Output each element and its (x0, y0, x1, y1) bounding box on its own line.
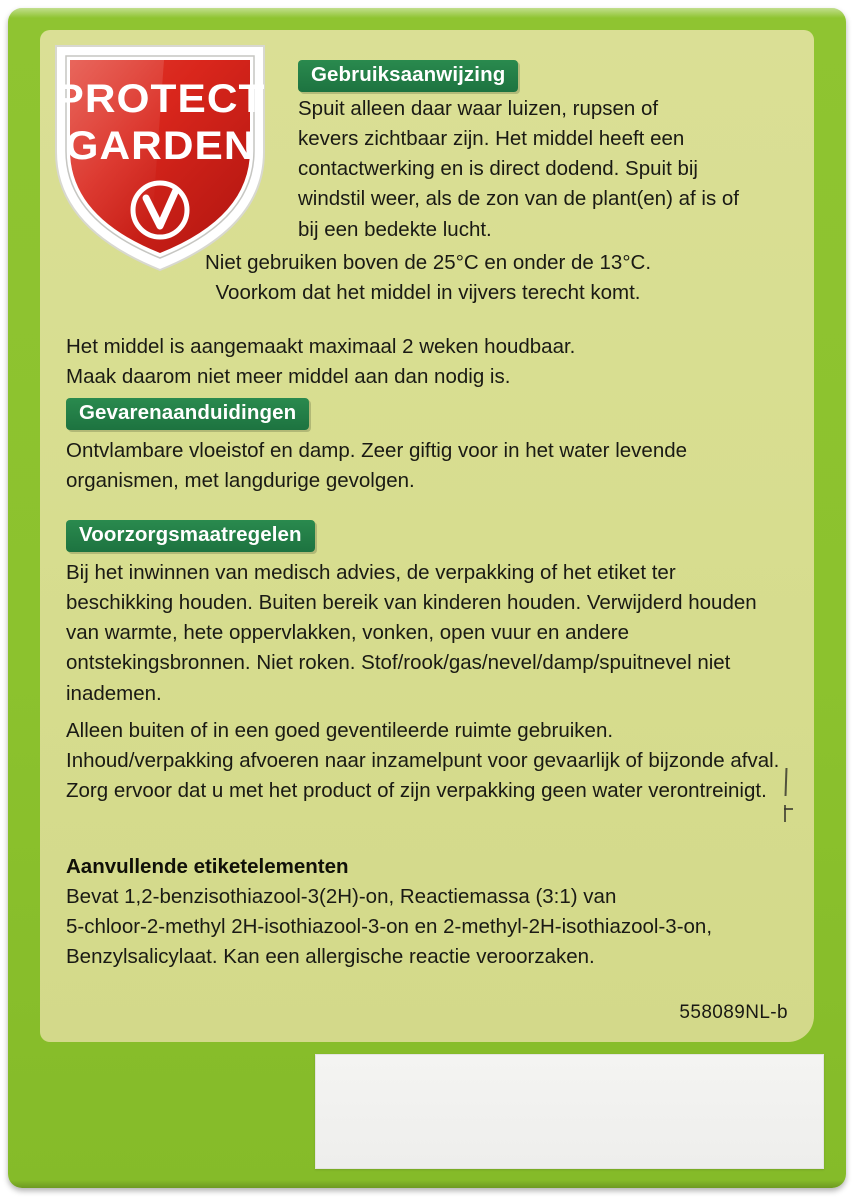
extra-elements-lines (66, 882, 796, 972)
usage-line: Spuit alleen daar waar luizen, rupsen of (298, 97, 659, 120)
usage-pond-warning-line: Voorkom dat het middel in vijvers terecht komt. (215, 281, 641, 305)
usage-banner-label: Gebruiksaanwijzing (298, 60, 518, 92)
bottom-blank-box (315, 1054, 824, 1169)
product-label-card (8, 8, 846, 1188)
usage-line: contactwerking en is direct dodend. Spuit bij (298, 157, 698, 181)
usage-temperature-line: Niet gebruiken boven de 25°C en onder de 13°C. (204, 251, 652, 274)
scan-artifact-mark (785, 768, 788, 796)
card-top-gloss (8, 8, 846, 18)
precautions-banner-label: Voorzorgsmaatregelen (66, 520, 315, 552)
usage-line: bij een bedekte lucht. (298, 217, 492, 241)
usage-line: Het middel is aangemaakt maximaal 2 weken houdbaar. (66, 335, 576, 358)
protect-garden-logo (46, 32, 274, 278)
usage-line: kevers zichtbaar zijn. Het middel heeft een (298, 127, 685, 151)
product-code: 558089NL-b (679, 1002, 788, 1023)
shield-icon (46, 32, 274, 278)
precautions-paragraph-one: Bij het inwinnen van medisch advies, de verpakking of het etiket ter beschikking houden. Buiten bereik van kinderen houden. Verwijderd houden van warmte, hete oppervlakken, vonken, open vuur en andere ontstekingsbronnen. Niet roken. Stof/rook/gas/nevel/damp/spuitnevel niet inademen. (66, 561, 757, 705)
usage-shelf-life-lines (66, 332, 790, 392)
usage-line: windstil weer, als de zon van de plant(en) af is of (298, 187, 739, 211)
extra-line: Benzylsalicylaat. Kan een allergische reactie veroorzaken. (66, 945, 595, 969)
precautions-paragraph-two: Alleen buiten of in een goed geventileerde ruimte gebruiken. Inhoud/verpakking afvoeren naar inzamelpunt voor gevaarlijk of bijzonde afval. Zorg ervoor dat u met het product of zijn verpakking geen water verontreinigt. (66, 719, 780, 803)
card-bottom-shadow (8, 1180, 846, 1188)
product-code-row (66, 1002, 788, 1024)
section-header-precautions (66, 520, 315, 552)
extra-line: Bevat 1,2-benzisothiazool-3(2H)-on, Reactiemassa (3:1) van (66, 885, 617, 908)
section-header-hazard (66, 398, 309, 430)
extra-elements-heading: Aanvullende etiketelementen (66, 855, 349, 878)
hazard-statement-text: Ontvlambare vloeistof en damp. Zeer giftig voor in het water levende organismen, met langdurige gevolgen. (66, 439, 688, 493)
extra-line: 5-chloor-2-methyl 2H-isothiazool-3-on en 2-methyl-2H-isothiazool-3-on, (66, 915, 713, 939)
usage-line: Maak daarom niet meer middel aan dan nodig is. (66, 365, 511, 389)
scan-artifact-mark (784, 808, 793, 810)
logo-text-protect: PROTECT (55, 76, 266, 121)
hazard-banner-label: Gevarenaanduidingen (66, 398, 309, 430)
logo-text-garden: GARDEN (65, 123, 256, 168)
section-header-usage (298, 60, 518, 92)
usage-instruction-lines (298, 94, 798, 245)
